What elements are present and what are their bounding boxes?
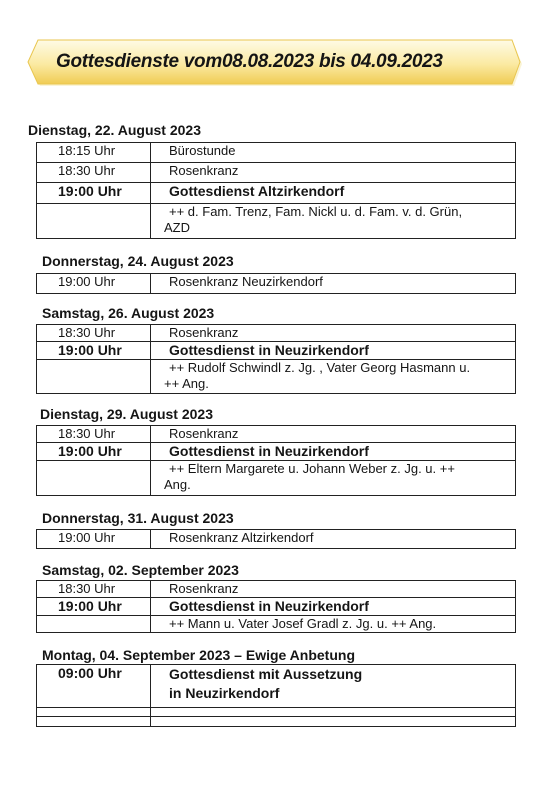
day-title: Montag, 04. September 2023 – Ewige Anbetung	[42, 647, 355, 663]
description-cell: Bürostunde	[151, 143, 516, 163]
intention-line: ++ Eltern Margarete u. Johann Weber z. Jg. u. ++	[169, 461, 455, 476]
empty-cell	[37, 616, 151, 633]
schedule-table	[36, 580, 516, 633]
table-row	[37, 360, 516, 394]
description-line: Gottesdienst mit Aussetzung	[169, 666, 363, 682]
time-cell: 18:30 Uhr	[37, 163, 151, 183]
schedule-table	[36, 529, 516, 549]
description-cell: Rosenkranz	[151, 163, 516, 183]
header-banner	[26, 38, 526, 86]
description-cell: Gottesdienst in Neuzirkendorf	[151, 342, 516, 360]
intention-line: AZD	[164, 220, 190, 235]
table-row	[37, 204, 516, 239]
time-cell: 19:00 Uhr	[37, 183, 151, 204]
day-title: Dienstag, 29. August 2023	[40, 406, 213, 422]
time-cell: 19:00 Uhr	[37, 443, 151, 461]
table-row	[37, 581, 516, 598]
empty-cell	[37, 708, 151, 717]
table-row	[37, 325, 516, 342]
table-row	[37, 717, 516, 727]
intention-line: ++ Mann u. Vater Josef Gradl z. Jg. u. ++ Ang.	[169, 616, 437, 631]
description-cell: Rosenkranz	[151, 581, 516, 598]
description-cell: Rosenkranz	[151, 325, 516, 342]
time-cell: 18:30 Uhr	[37, 581, 151, 598]
description-cell: Gottesdienst in Neuzirkendorf	[151, 443, 516, 461]
time-cell: 19:00 Uhr	[37, 598, 151, 616]
intention-cell	[151, 616, 516, 633]
table-row	[37, 274, 516, 294]
description-line: in Neuzirkendorf	[169, 685, 280, 701]
table-row	[37, 616, 516, 633]
schedule-table	[36, 425, 516, 496]
empty-cell	[151, 708, 516, 717]
time-cell: 19:00 Uhr	[37, 342, 151, 360]
time-cell: 18:30 Uhr	[37, 426, 151, 443]
intention-line: Ang.	[164, 477, 191, 492]
empty-cell	[37, 360, 151, 394]
intention-line: ++ Ang.	[164, 376, 209, 391]
empty-cell	[37, 717, 151, 727]
day-title: Samstag, 02. September 2023	[42, 562, 239, 578]
schedule-table	[36, 273, 516, 294]
table-row	[37, 163, 516, 183]
description-cell: Rosenkranz Neuzirkendorf	[151, 274, 516, 294]
table-row	[37, 443, 516, 461]
schedule-table	[36, 324, 516, 394]
header-title: Gottesdienste vom	[56, 51, 222, 72]
empty-cell	[151, 717, 516, 727]
intention-cell	[151, 461, 516, 496]
description-cell	[151, 665, 516, 708]
table-row	[37, 342, 516, 360]
day-title: Donnerstag, 24. August 2023	[42, 253, 234, 269]
table-row	[37, 708, 516, 717]
intention-line: ++ Rudolf Schwindl z. Jg. , Vater Georg Hasmann u.	[169, 360, 471, 375]
description-cell: Rosenkranz Altzirkendorf	[151, 530, 516, 549]
empty-cell	[37, 461, 151, 496]
time-cell: 18:30 Uhr	[37, 325, 151, 342]
day-title: Samstag, 26. August 2023	[42, 305, 215, 321]
day-title: Donnerstag, 31. August 2023	[42, 510, 234, 526]
time-cell: 19:00 Uhr	[37, 274, 151, 294]
description-cell: Gottesdienst in Neuzirkendorf	[151, 598, 516, 616]
table-row	[37, 461, 516, 496]
schedule-table	[36, 664, 516, 727]
description-cell: Rosenkranz	[151, 426, 516, 443]
time-cell: 19:00 Uhr	[37, 530, 151, 549]
empty-cell	[37, 204, 151, 239]
intention-line: ++ d. Fam. Trenz, Fam. Nickl u. d. Fam. v. d. Grün,	[169, 204, 463, 219]
table-row	[37, 183, 516, 204]
description-cell: Gottesdienst Altzirkendorf	[151, 183, 516, 204]
header-date-range: 08.08.2023 bis 04.09.2023	[221, 51, 443, 72]
table-row	[37, 665, 516, 708]
table-row	[37, 598, 516, 616]
intention-cell	[151, 204, 516, 239]
table-row	[37, 426, 516, 443]
schedule-table	[36, 142, 516, 239]
banner-title	[26, 38, 526, 86]
time-cell: 09:00 Uhr	[37, 665, 151, 708]
table-row	[37, 530, 516, 549]
day-title: Dienstag, 22. August 2023	[28, 122, 201, 138]
table-row	[37, 143, 516, 163]
intention-cell	[151, 360, 516, 394]
time-cell: 18:15 Uhr	[37, 143, 151, 163]
